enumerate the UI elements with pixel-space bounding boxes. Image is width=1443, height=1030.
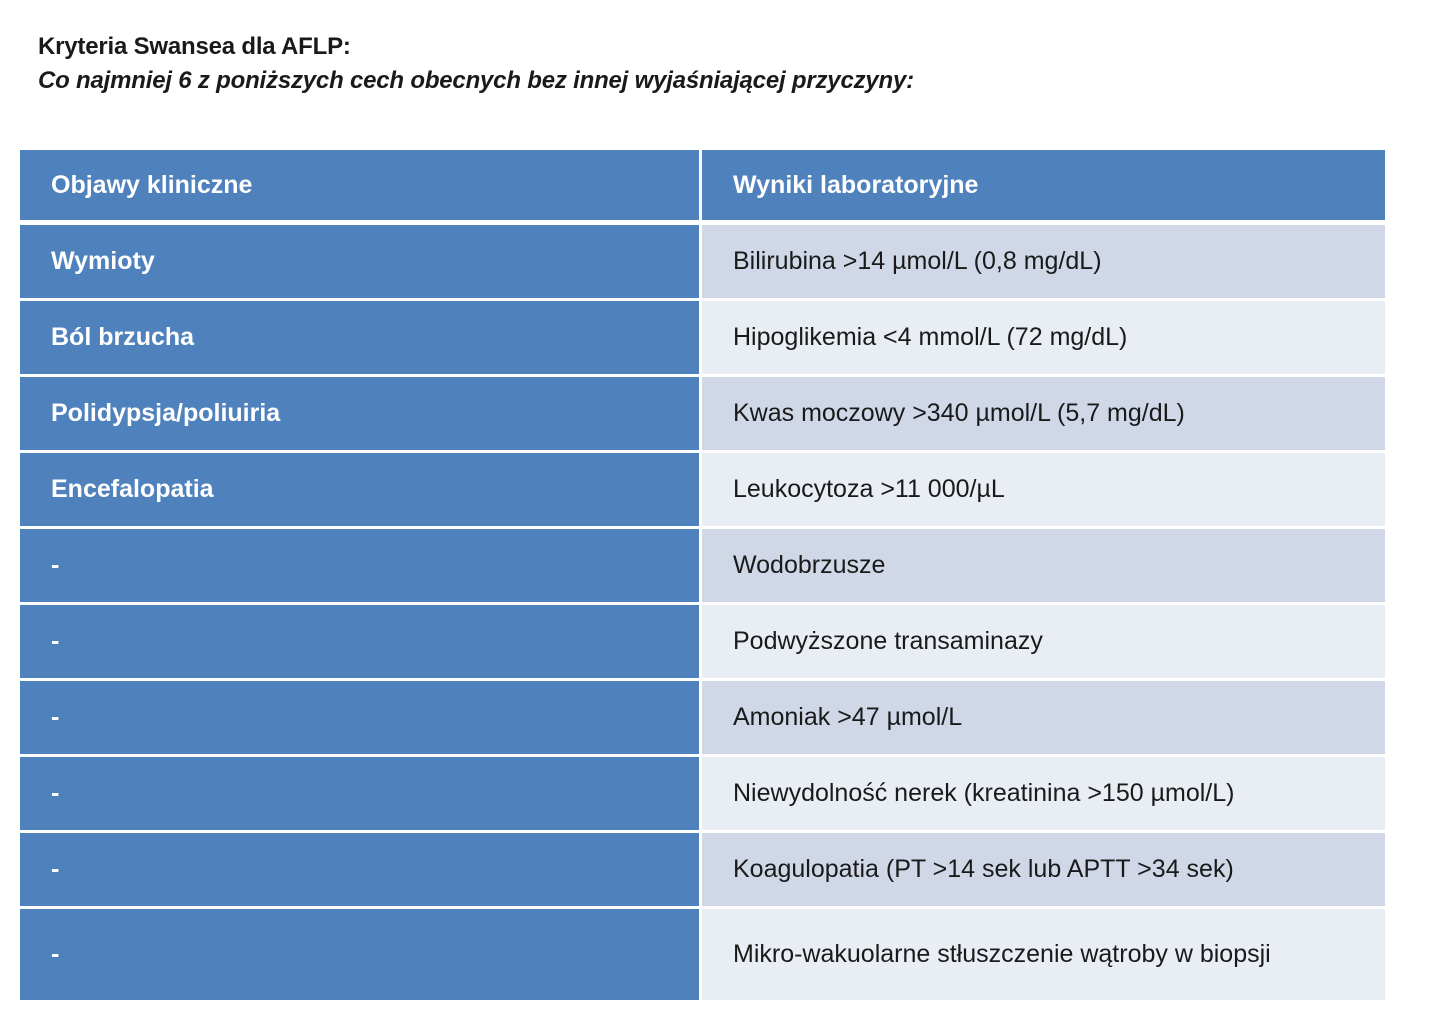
clinical-cell: - <box>20 833 702 909</box>
clinical-cell: Encefalopatia <box>20 453 702 529</box>
table-row <box>20 225 1385 301</box>
table-row <box>20 453 1385 529</box>
clinical-cell: - <box>20 605 702 681</box>
lab-cell: Amoniak >47 µmol/L <box>702 681 1385 757</box>
table-row <box>20 833 1385 909</box>
clinical-cell: - <box>20 757 702 833</box>
clinical-cell: Ból brzucha <box>20 301 702 377</box>
lab-cell: Kwas moczowy >340 µmol/L (5,7 mg/dL) <box>702 377 1385 453</box>
criteria-table <box>20 150 1385 1000</box>
clinical-cell: - <box>20 681 702 757</box>
table-row <box>20 377 1385 453</box>
clinical-cell: Wymioty <box>20 225 702 301</box>
lab-cell: Wodobrzusze <box>702 529 1385 605</box>
heading-block <box>38 30 914 98</box>
clinical-cell: - <box>20 909 702 1000</box>
table-row <box>20 757 1385 833</box>
column-header-lab: Wyniki laboratoryjne <box>702 150 1385 225</box>
table-row <box>20 681 1385 757</box>
document-subtitle: Co najmniej 6 z poniższych cech obecnych bez innej wyjaśniającej przyczyny: <box>38 67 914 94</box>
column-header-clinical: Objawy kliniczne <box>20 150 702 225</box>
lab-cell: Mikro-wakuolarne stłuszczenie wątroby w biopsji <box>702 909 1385 1000</box>
lab-cell: Podwyższone transaminazy <box>702 605 1385 681</box>
lab-cell: Koagulopatia (PT >14 sek lub APTT >34 sek) <box>702 833 1385 909</box>
table-row <box>20 909 1385 1000</box>
clinical-cell: - <box>20 529 702 605</box>
lab-cell: Hipoglikemia <4 mmol/L (72 mg/dL) <box>702 301 1385 377</box>
document-title: Kryteria Swansea dla AFLP: <box>38 33 351 60</box>
lab-cell: Bilirubina >14 µmol/L (0,8 mg/dL) <box>702 225 1385 301</box>
table-header-row <box>20 150 1385 225</box>
table-row <box>20 605 1385 681</box>
table-body <box>20 225 1385 1000</box>
lab-cell: Niewydolność nerek (kreatinina >150 µmol/L) <box>702 757 1385 833</box>
lab-cell: Leukocytoza >11 000/µL <box>702 453 1385 529</box>
clinical-cell: Polidypsja/poliuiria <box>20 377 702 453</box>
table-row <box>20 301 1385 377</box>
table-row <box>20 529 1385 605</box>
